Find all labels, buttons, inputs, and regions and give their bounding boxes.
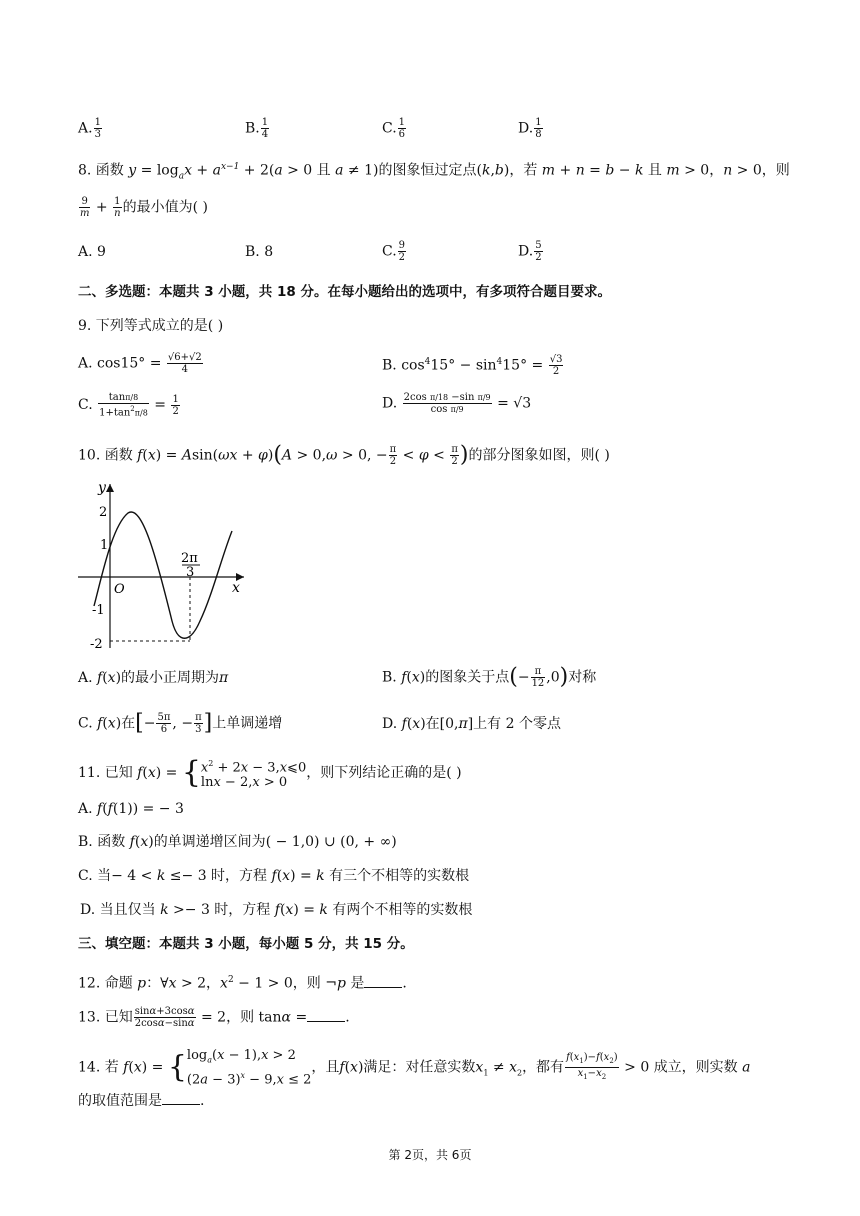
q11-option-a: A. f(f(1)) = − 3 — [78, 801, 184, 817]
x-axis-label: x — [232, 580, 240, 596]
q8-stem-line2: $\frac{9}{m}$ + $\frac{1}{n}$ 的最小值为( ) — [80, 196, 208, 219]
q9-option-d: D. $\frac{\text{2cos π/18 −sin π/9}}{\text{cos π/9}}$ = √3 — [382, 392, 532, 415]
label-2pi-3-num: 2π — [181, 551, 198, 566]
origin-label: O — [114, 582, 125, 597]
q8-stem: 8. 函数 $y = \log_ax + a^{x-1} + 2(a > 0$ 且 a ≠ 1)的图象恒过定点(k,b)，若 m + n = b − k 且 m > 0，n > 0，则 — [78, 162, 790, 182]
q8-option-a: A. 9 — [78, 244, 106, 260]
q14-stem-line2: 的取值范围是 . — [78, 1090, 204, 1111]
page-footer: 第 2页，共 6页 — [388, 1148, 472, 1162]
q8-option-c: C. $\frac{9}{2}$ — [382, 240, 406, 263]
q9-option-a: A. cos15° = $\frac{√6+√2}{4}$ — [78, 352, 202, 375]
section-3-heading: 三、填空题：本题共 3 小题，每小题 5 分，共 15 分。 — [78, 936, 414, 952]
y-axis-label: y — [98, 480, 106, 496]
q10-stem: 10. 函数 f(x) = Asin(ωx + φ)(A > 0,ω > 0, − $\frac{\pi}{2}$ < φ < $\frac{\pi}{2}$ )的部分图象如图，则( ) — [78, 442, 610, 468]
q8-option-d: D. $\frac{5}{2}$ — [518, 240, 542, 263]
q7-option-c: C. $\frac{1}{6}$ — [382, 117, 406, 140]
q12-answer-blank[interactable] — [364, 973, 402, 988]
tick-label-1: 1 — [100, 538, 109, 553]
q13-answer-blank[interactable] — [307, 1007, 345, 1022]
q9-option-b: B. $\cos^415^\circ - \sin^415^\circ$ = $\frac{√3}{2}$ — [382, 354, 563, 378]
q14-stem: 14. 若 $f(x) = \{\log_a(x - 1),x > 2$ $(2a - 3)^x - 9,x \le 2$，且f(x)满足：对任意实数$x_1 \ne x_2$，都有 $\frac{f(x_1)-f(x_2)}{x_1-x_2}$ > 0 成立，则实数 a — [78, 1048, 751, 1087]
q10-option-b: B. f(x)的图象关于点(− $\frac{\pi}{12}$ ,0)对称 — [382, 664, 597, 690]
q11-option-c: C. 当− 4 < k ≤− 3 时，方程 f(x) = k 有三个不相等的实数根 — [78, 868, 470, 884]
q9-option-c: C. $\frac{\tan\pi/8}{1+\tan^2\pi/8}$ = $\frac{1}{2}$ — [78, 392, 179, 419]
tick-label-neg1: -1 — [92, 603, 105, 618]
q10-graph — [72, 476, 252, 656]
q10-option-a: A. f(x)的最小正周期为π — [78, 670, 229, 686]
q10-option-d: D. f(x)在[0,π]上有 2 个零点 — [382, 716, 561, 732]
q7-option-d: D. $\frac{1}{8}$ — [518, 117, 542, 140]
tick-label-neg2: -2 — [90, 637, 103, 652]
q10-option-c: C. f(x)在[− $\frac{5\pi}{6}$ , − $\frac{\pi}{3}$ ]上单调递增 — [78, 710, 283, 736]
tick-label-2: 2 — [99, 505, 108, 520]
q12-stem: 12. 命题 p：∀x > 2，$x^2 - 1 > 0$，则 ¬p 是 . — [78, 970, 407, 994]
q9-stem: 9. 下列等式成立的是( ) — [78, 318, 224, 334]
q11-stem: 11. 已知 $f(x) = \{x^2 + 2x$ − 3,x⩽0 lnx − 2,x > 0，则下列结论正确的是( ) — [78, 755, 462, 791]
q7-option-b: B. $\frac{1}{4}$ — [245, 117, 269, 140]
section-2-heading: 二、多选题：本题共 3 小题，共 18 分。在每小题给出的选项中，有多项符合题目要求。 — [78, 284, 611, 300]
q7-option-a: A. $\frac{1}{3}$ — [78, 117, 101, 140]
q14-answer-blank[interactable] — [162, 1090, 200, 1105]
q11-option-d: D. 当且仅当 k >− 3 时，方程 f(x) = k 有两个不相等的实数根 — [80, 902, 473, 918]
q13-stem: 13. 已知 $\frac{\sin\alpha+3\cos\alpha}{2\cos\alpha-\sin\alpha}$ = 2，则 tanα = . — [78, 1006, 350, 1029]
q11-option-b: B. 函数 f(x)的单调递增区间为( − 1,0) ∪ (0, + ∞) — [78, 834, 397, 850]
q8-option-b: B. 8 — [245, 244, 274, 260]
label-2pi-3-den: 3 — [186, 565, 195, 580]
sine-curve — [94, 512, 232, 638]
